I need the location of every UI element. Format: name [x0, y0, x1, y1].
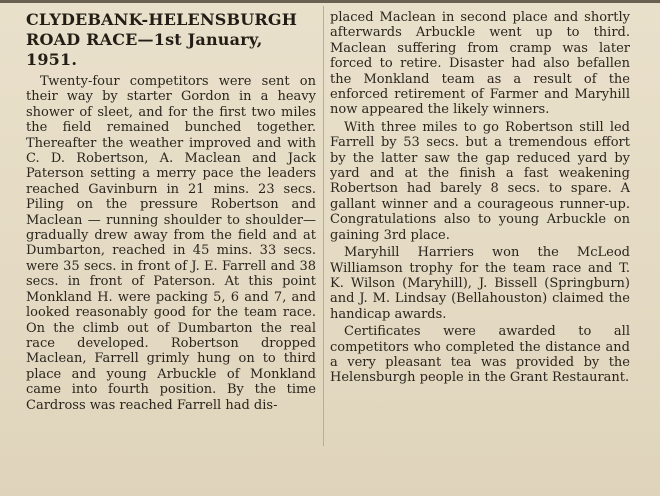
- right-column: [330, 10, 630, 386]
- paragraph-finish: With three miles to go Robertson still led Farrell by 53 secs. but a tremendous effort by the latter saw the gap reduced yard by yard and at the finish a fast weakening Robertson had barely 8 secs. to spare. A gallant winner and a courageous runner-up. Congratulations also to young Arbuckle on gaining 3rd place.: [330, 119, 630, 243]
- headline: [26, 10, 316, 70]
- paragraph-certificates: Certificates were awarded to all competitors who completed the distance and a very pleasant tea was provided by the Helensburgh people in the Grant Restaurant.: [330, 324, 630, 386]
- paragraph-team-awards: Maryhill Harriers won the McLeod Williamson trophy for the team race and T. K. Wilson (Maryhill), J. Bissell (Springburn) and J. M. Lindsay (Bellahouston) claimed the handicap awards.: [330, 245, 630, 322]
- headline-line-2: ROAD RACE—1st January, 1951.: [26, 30, 263, 69]
- headline-line-1: CLYDEBANK-HELENSBURGH: [26, 10, 298, 29]
- column-divider: [323, 6, 324, 446]
- top-rule: [0, 0, 660, 3]
- paragraph-continuation: placed Maclean in second place and shortly afterwards Arbuckle went up to third. Maclean suffering from cramp was later forced to retire. Disaster had also befallen the Monkland team as a result of the enforced retirement of Farmer and Maryhill now appeared the likely winners.: [330, 10, 630, 118]
- left-column: [26, 10, 316, 413]
- paragraph-left: Twenty-four competitors were sent on their way by starter Gordon in a heavy shower of sleet, and for the first two miles the field remained bunched together. Thereafter the weather improved and with C. D. Robertson, A. Maclean and Jack Paterson setting a merry pace the leaders reached Gavinburn in 21 mins. 23 secs. Piling on the pressure Robertson and Maclean — running shoulder to shoulder—gradually drew away from the field and at Dumbarton, reached in 45 mins. 33 secs. were 35 secs. in front of J. E. Farrell and 38 secs. in front of Paterson. At this point Monkland H. were packing 5, 6 and 7, and looked reasonably good for the team race. On the climb out of Dumbarton the real race developed. Robertson dropped Maclean, Farrell grimly hung on to third place and young Arbuckle of Monkland came into fourth position. By the time Cardross was reached Farrell had dis-: [26, 74, 316, 413]
